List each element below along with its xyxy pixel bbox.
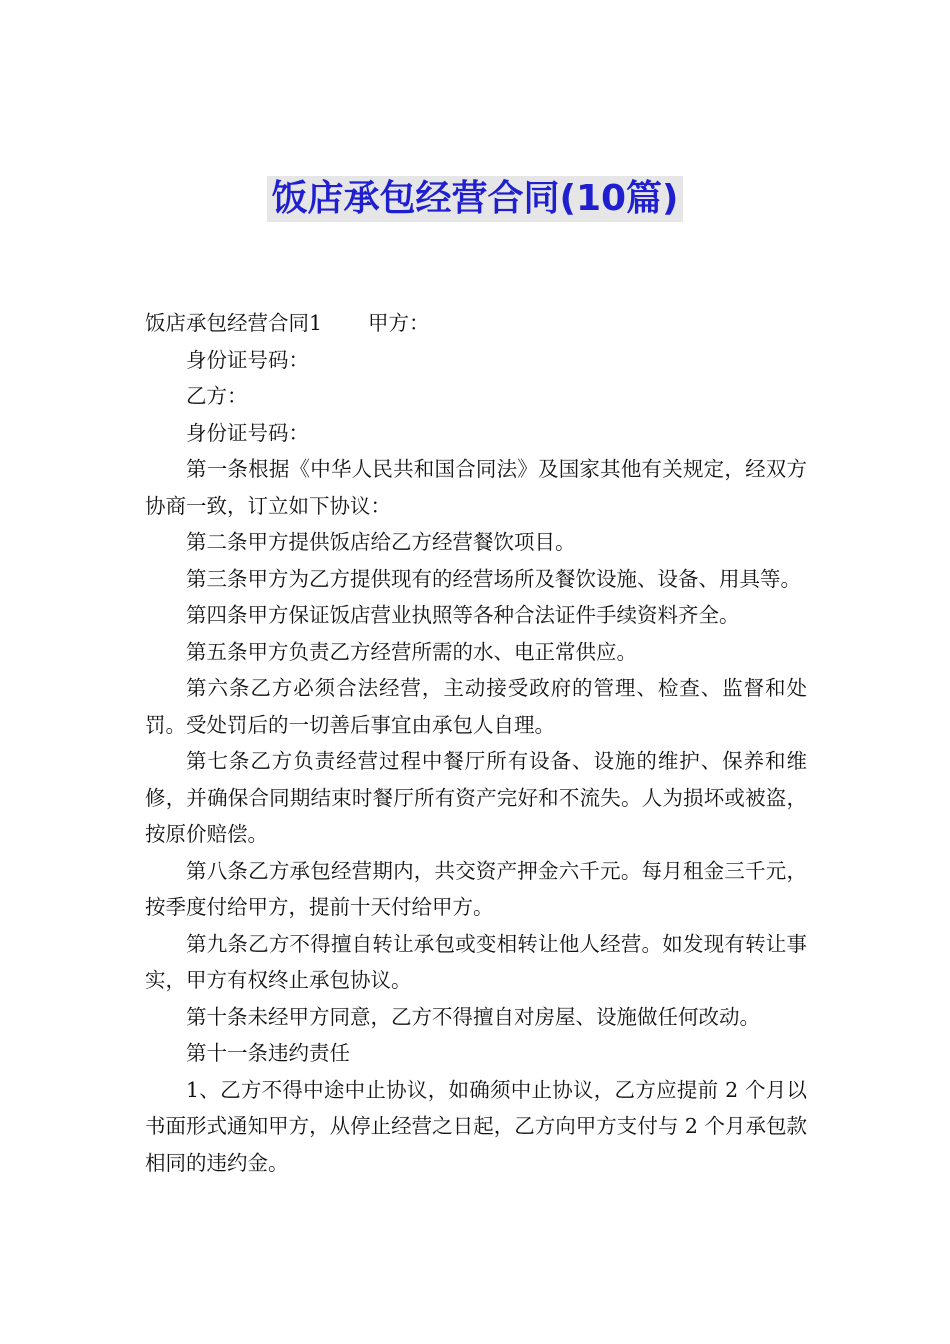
paragraph: 第十一条违约责任: [186, 1041, 350, 1065]
title-container: [0, 176, 950, 222]
paragraph: 第三条甲方为乙方提供现有的经营场所及餐饮设施、设备、用具等。: [186, 566, 801, 591]
paragraph: 第九条乙方不得擅自转让承包或变相转让他人经营。如发现有转让事实，甲方有权终止承包协议。: [145, 931, 807, 992]
paragraph: 第一条根据《中华人民共和国合同法》及国家其他有关规定，经双方协商一致，订立如下协议：: [145, 457, 807, 518]
paragraph: 1、乙方不得中途中止协议，如确须中止协议，乙方应提前 2 个月以书面形式通知甲方，从停止经营之日起，乙方向甲方支付与 2 个月承包款相同的违约金。: [145, 1077, 807, 1175]
paragraph: 乙方：: [186, 384, 248, 408]
document-title: 饭店承包经营合同(10篇): [267, 176, 682, 222]
paragraph: 身份证号码：: [186, 420, 309, 445]
paragraph: 第六条乙方必须合法经营，主动接受政府的管理、检查、监督和处罚。受处罚后的一切善后事宜由承包人自理。: [145, 676, 807, 737]
document-body: [145, 305, 807, 1181]
paragraph: 第八条乙方承包经营期内，共交资产押金六千元。每月租金三千元，按季度付给甲方，提前十天付给甲方。: [145, 858, 807, 919]
party-a-label: 甲方：: [368, 311, 430, 335]
intro-heading: 饭店承包经营合同1: [145, 311, 323, 335]
paragraph: 第四条甲方保证饭店营业执照等各种合法证件手续资料齐全。: [186, 603, 740, 627]
paragraph: 第七条乙方负责经营过程中餐厅所有设备、设施的维护、保养和维修，并确保合同期结束时餐厅所有资产完好和不流失。人为损坏或被盗，按原价赔偿。: [145, 749, 807, 846]
paragraph: 第五条甲方负责乙方经营所需的水、电正常供应。: [186, 639, 637, 664]
paragraph: 身份证号码：: [186, 347, 309, 372]
paragraph: 第二条甲方提供饭店给乙方经营餐饮项目。: [186, 530, 576, 554]
paragraph: 第十条未经甲方同意，乙方不得擅自对房屋、设施做任何改动。: [186, 1004, 760, 1029]
intro-line: [145, 305, 807, 342]
